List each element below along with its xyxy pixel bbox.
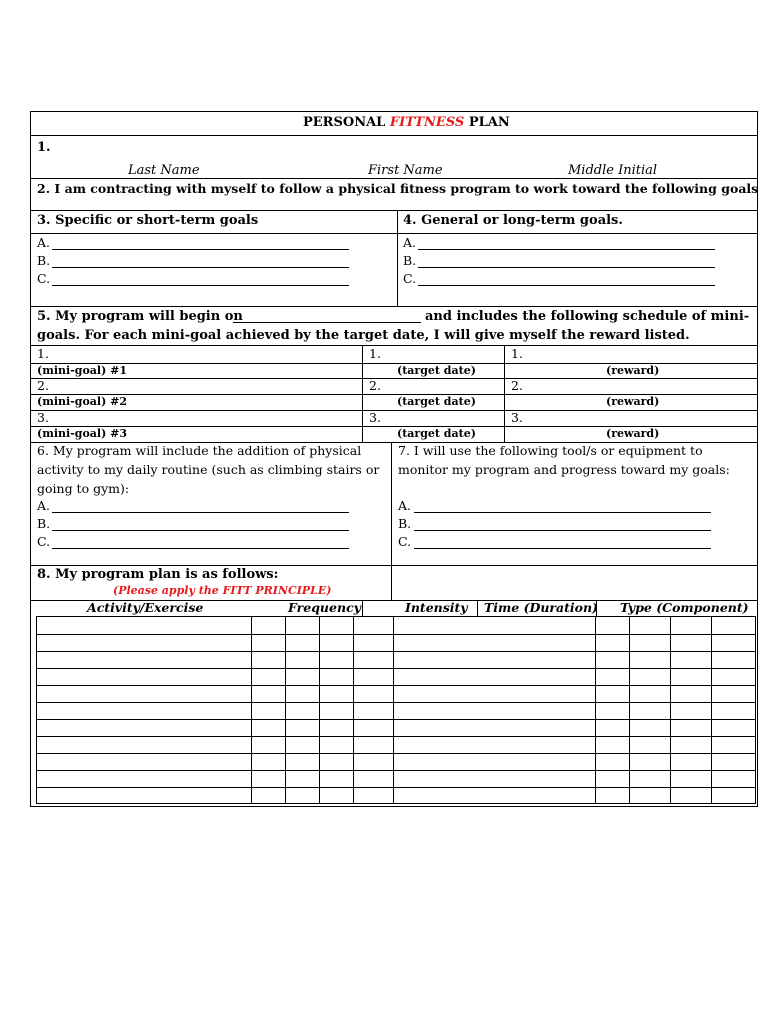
reward-2-label: (reward) [606,395,660,408]
col-time: Time (Duration) [484,600,598,615]
short-term-line-a[interactable] [52,249,349,250]
name-row-number: 1. [37,140,51,155]
middle-initial-label: Middle Initial [568,163,658,178]
divider [397,210,398,306]
mini-goal-3-label: (mini-goal) #3 [37,427,128,440]
divider [31,135,757,136]
reward-3-label: (reward) [606,427,660,440]
reward-2-num: 2. [511,378,523,393]
title-highlight: FITTNESS [389,115,465,130]
long-term-heading: 4. General or long-term goals. [403,213,623,228]
tools-line-c[interactable] [414,548,711,549]
divider [31,410,757,411]
short-term-item-a: A. [37,235,51,250]
contract-statement: 2. I am contracting with myself to follow a physical fitness program to work toward the following goals [37,181,759,196]
mini-goal-1-num: 1. [37,346,49,361]
short-term-heading: 3. Specific or short-term goals [37,213,259,228]
target-date-3-num: 3. [369,410,381,425]
plan-grid[interactable] [36,616,756,804]
long-term-item-b: B. [403,253,417,268]
grid-col-line [285,617,286,803]
grid-col-line [353,617,354,803]
daily-routine-line-1: 6. My program will include the addition of physical [37,443,362,458]
short-term-line-c[interactable] [52,285,349,286]
grid-row-line [37,634,755,635]
grid-row-line [37,702,755,703]
target-date-1-num: 1. [369,346,381,361]
program-begin-date-line[interactable] [233,322,421,323]
mini-goal-2-label: (mini-goal) #2 [37,395,128,408]
long-term-item-a: A. [403,235,417,250]
grid-row-line [37,787,755,788]
long-term-line-c[interactable] [418,285,715,286]
tools-line-1: 7. I will use the following tool/s or equipment to [398,443,703,458]
short-term-item-c: C. [37,271,51,286]
daily-routine-line-a[interactable] [52,512,349,513]
daily-routine-line-c[interactable] [52,548,349,549]
divider [391,442,392,600]
program-begin-start: 5. My program will begin on [37,309,243,324]
col-activity: Activity/Exercise [87,600,204,615]
tools-line-a[interactable] [414,512,711,513]
target-date-2-label: (target date) [397,395,476,408]
grid-col-line [595,617,596,803]
divider [31,345,757,346]
tools-item-a: A. [398,498,412,513]
tools-item-b: B. [398,516,412,531]
program-begin-end: and includes the following schedule of mini- [425,309,750,324]
grid-row-line [37,719,755,720]
divider [31,306,757,307]
grid-row-line [37,770,755,771]
last-name-label: Last Name [128,163,200,178]
divider [31,210,757,211]
col-type: Type (Component) [620,600,749,615]
grid-row-line [37,736,755,737]
grid-col-line [711,617,712,803]
divider [31,178,757,179]
target-date-3-label: (target date) [397,427,476,440]
grid-col-line [670,617,671,803]
target-date-1-label: (target date) [397,364,476,377]
daily-routine-line-2: activity to my daily routine (such as climbing stairs or [37,462,380,477]
grid-row-line [37,685,755,686]
grid-row-line [37,753,755,754]
divider [31,233,757,234]
target-date-2-num: 2. [369,378,381,393]
divider [477,600,478,616]
tools-line-2: monitor my program and progress toward my goals: [398,462,730,477]
title-prefix: PERSONAL [303,115,386,130]
daily-routine-line-b[interactable] [52,530,349,531]
daily-routine-item-b: B. [37,516,51,531]
program-plan-heading: 8. My program plan is as follows: [37,567,279,582]
divider [362,600,363,616]
fitt-note: (Please apply the FITT PRINCIPLE) [113,584,332,597]
short-term-line-b[interactable] [52,267,349,268]
tools-item-c: C. [398,534,412,549]
mini-goal-2-num: 2. [37,378,49,393]
mini-goal-1-label: (mini-goal) #1 [37,364,128,377]
long-term-line-a[interactable] [418,249,715,250]
fitness-plan-form [30,111,758,807]
col-frequency: Frequency [288,600,361,615]
grid-row-line [37,668,755,669]
divider [31,565,757,566]
daily-routine-item-c: C. [37,534,51,549]
long-term-item-c: C. [403,271,417,286]
daily-routine-item-a: A. [37,498,51,513]
form-title [303,116,510,129]
short-term-item-b: B. [37,253,51,268]
program-begin-line2: goals. For each mini-goal achieved by the target date, I will give myself the reward listed. [37,328,690,343]
reward-1-label: (reward) [606,364,660,377]
col-intensity: Intensity [405,600,468,615]
daily-routine-line-3: going to gym): [37,481,130,496]
long-term-line-b[interactable] [418,267,715,268]
grid-col-line [319,617,320,803]
grid-col-line [629,617,630,803]
tools-line-b[interactable] [414,530,711,531]
grid-row-line [37,651,755,652]
divider [31,378,757,379]
first-name-label: First Name [368,163,443,178]
grid-col-line [393,617,394,803]
mini-goal-3-num: 3. [37,410,49,425]
title-suffix: PLAN [468,115,510,130]
reward-3-num: 3. [511,410,523,425]
reward-1-num: 1. [511,346,523,361]
grid-col-line [251,617,252,803]
